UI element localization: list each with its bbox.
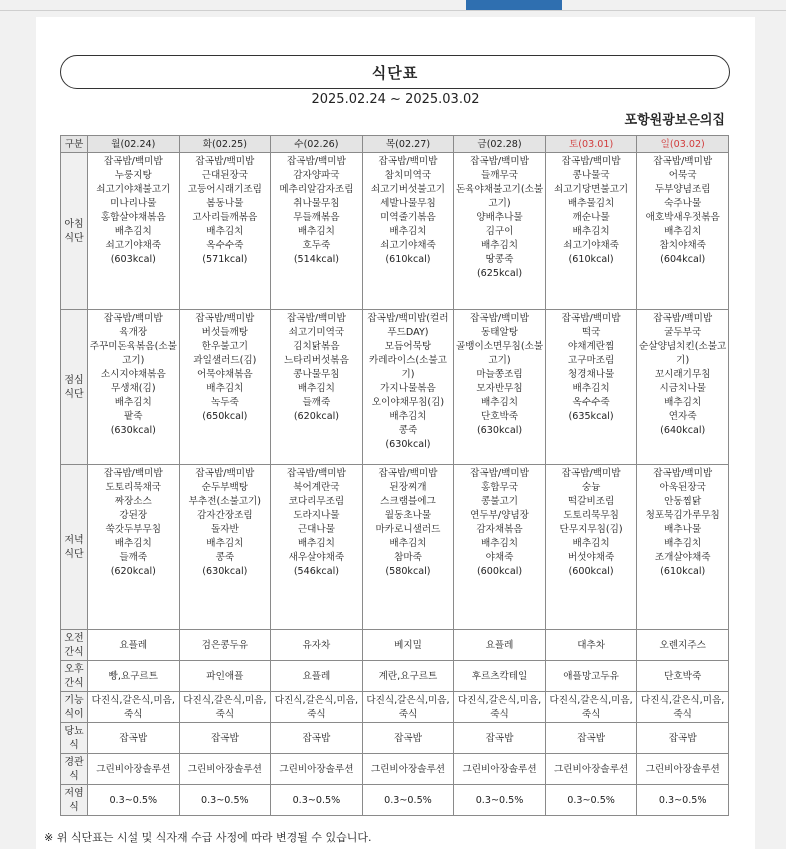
low_salt-cell: 0.3~0.5%	[179, 785, 271, 816]
diabetic-cell: 잡곡밥	[637, 723, 729, 754]
day-header: 목(02.27)	[362, 136, 454, 153]
menu-item: 골뱅이소면무침(소불고기)	[455, 341, 544, 366]
tube-cell: 그린비아장솔루션	[362, 754, 454, 785]
menu-item: 잡곡밥/백미밥	[653, 156, 713, 167]
calorie-value: (630kcal)	[202, 566, 248, 577]
menu-item: 부추전(소불고기)	[188, 496, 262, 507]
calorie-value: (600kcal)	[568, 566, 614, 577]
calorie-value: (514kcal)	[293, 254, 339, 265]
calorie-value: (610kcal)	[568, 254, 614, 265]
menu-item: 감자양파국	[293, 170, 340, 181]
menu-item: 연자죽	[668, 411, 697, 422]
menu-item: 세발나물무침	[380, 198, 436, 209]
menu-item: 들깨죽	[119, 552, 148, 563]
menu-item: 배추김치	[389, 411, 427, 422]
menu-item: 도토리묵무침	[563, 510, 619, 521]
menu-item: 옥수수죽	[572, 397, 610, 408]
functional-cell: 다진식,갈은식,미음,죽식	[271, 692, 363, 723]
menu-cell	[362, 310, 454, 465]
pm_snack-row	[61, 661, 729, 692]
menu-item: 과일샐러드(김)	[193, 355, 257, 366]
menu-item: 월동초나물	[384, 510, 432, 521]
calorie-value: (604kcal)	[660, 254, 706, 265]
day-header: 월(02.24)	[88, 136, 180, 153]
menu-item: 모듬어묵탕	[384, 341, 432, 352]
menu-item: 무생채(김)	[111, 383, 156, 394]
tube-cell: 그린비아장솔루션	[545, 754, 637, 785]
menu-item: 콩나물무침	[293, 369, 340, 380]
low_salt-cell: 0.3~0.5%	[362, 785, 454, 816]
menu-item: 고구마조림	[567, 355, 615, 366]
am_snack-cell: 유자차	[271, 630, 363, 661]
menu-item: 배추김치	[572, 538, 610, 549]
menu-item: 콩죽	[398, 425, 418, 436]
calorie-value: (603kcal)	[110, 254, 156, 265]
menu-item: 배추김치	[664, 226, 702, 237]
menu-item: 애호박새우젓볶음	[645, 212, 720, 223]
menu-item: 배추김치	[389, 226, 427, 237]
row-label: 저염 식	[61, 785, 88, 816]
pm_snack-cell: 요플레	[271, 661, 363, 692]
menu-item: 쑥갓두부무침	[105, 524, 162, 535]
menu-item: 모자반무침	[476, 383, 523, 394]
functional-cell: 다진식,갈은식,미음,죽식	[454, 692, 546, 723]
menu-item: 아욱된장국	[659, 482, 706, 493]
diabetic-row	[61, 723, 729, 754]
menu-item: 가지나물볶음	[380, 383, 436, 394]
menu-item: 배추김치	[664, 538, 702, 549]
menu-item: 근대나물	[297, 524, 335, 535]
menu-item: 느타리버섯볶음	[283, 355, 349, 366]
menu-item: 배추김치	[114, 538, 152, 549]
menu-cell	[637, 465, 729, 630]
row-label: 오전 간식	[61, 630, 88, 661]
menu-item: 육개장	[119, 327, 148, 338]
menu-item: 배추김치	[480, 240, 519, 251]
menu-item: 단호박죽	[480, 411, 519, 422]
title-box	[60, 55, 730, 89]
row-label: 오후 간식	[61, 661, 88, 692]
menu-item: 새우살야채죽	[288, 552, 345, 563]
menu-item: 배추김치	[572, 383, 610, 394]
menu-item: 잡곡밥/백미밥	[470, 156, 529, 167]
menu-item: 배추김치	[664, 397, 702, 408]
menu-item: 잡곡밥/백미밥	[103, 313, 163, 324]
menu-item: 시금치나물	[659, 383, 706, 394]
menu-item: 깨순나물	[572, 212, 610, 223]
menu-item: 잡곡밥/백미밥	[195, 156, 255, 167]
menu-item: 미나리나물	[110, 198, 157, 209]
menu-item: 잡곡밥/백미밥	[653, 313, 713, 324]
calorie-value: (630kcal)	[110, 425, 156, 436]
calorie-value: (620kcal)	[293, 411, 339, 422]
menu-item: 잡곡밥/백미밥	[286, 156, 346, 167]
menu-item: 순살양념치킨(소불고기)	[639, 341, 727, 366]
menu-item: 쇠고기야채불고기	[96, 184, 171, 195]
functional-cell: 다진식,갈은식,미음,죽식	[362, 692, 454, 723]
am_snack-cell: 검은콩두유	[179, 630, 271, 661]
menu-item: 안동찜닭	[664, 496, 702, 507]
menu-cell	[88, 310, 180, 465]
menu-item: 쇠고기미역국	[288, 327, 345, 338]
functional-row	[61, 692, 729, 723]
functional-cell: 다진식,갈은식,미음,죽식	[545, 692, 637, 723]
calorie-value: (650kcal)	[202, 411, 248, 422]
menu-item: 배추김치	[206, 226, 244, 237]
menu-item: 봄동나물	[206, 198, 244, 209]
calorie-value: (625kcal)	[476, 268, 523, 279]
am_snack-cell: 대추차	[545, 630, 637, 661]
menu-item: 오이야채무침(김)	[371, 397, 445, 408]
day-header: 화(02.25)	[179, 136, 271, 153]
header-row	[61, 136, 729, 153]
viewer-tab-indicator[interactable]	[466, 0, 562, 10]
menu-item: 미역줄기볶음	[380, 212, 436, 223]
row-label: 저녁 식단	[61, 465, 88, 630]
calorie-value: (630kcal)	[476, 425, 523, 436]
menu-item: 된장찌개	[389, 482, 427, 493]
diabetic-cell: 잡곡밥	[454, 723, 546, 754]
diabetic-cell: 잡곡밥	[545, 723, 637, 754]
menu-item: 녹두죽	[210, 397, 239, 408]
menu-cell	[362, 153, 454, 310]
calorie-value: (640kcal)	[660, 425, 706, 436]
menu-item: 마늘쫑조림	[476, 369, 523, 380]
menu-item: 잡곡밥/백미밥	[378, 468, 438, 479]
menu-cell	[637, 310, 729, 465]
menu-cell	[179, 310, 271, 465]
menu-item: 청포묵김가루무침	[645, 510, 720, 521]
tube-cell: 그린비아장솔루션	[637, 754, 729, 785]
menu-document	[36, 17, 755, 849]
am_snack-cell: 오렌지주스	[637, 630, 729, 661]
low_salt-cell: 0.3~0.5%	[545, 785, 637, 816]
menu-item: 들깨무국	[480, 170, 519, 181]
menu-item: 조개살야채죽	[654, 552, 711, 563]
menu-item: 숙주나물	[664, 198, 702, 209]
diabetic-cell: 잡곡밥	[271, 723, 363, 754]
menu-item: 무들깨볶음	[293, 212, 340, 223]
tube-cell: 그린비아장솔루션	[179, 754, 271, 785]
functional-cell: 다진식,갈은식,미음,죽식	[637, 692, 729, 723]
calorie-value: (580kcal)	[385, 566, 431, 577]
menu-item: 팥죽	[124, 411, 143, 422]
menu-item: 청경채나물	[567, 369, 615, 380]
menu-cell	[545, 310, 637, 465]
menu-table	[60, 135, 729, 816]
menu-item: 야채죽	[485, 552, 514, 563]
menu-item: 버섯야채죽	[567, 552, 615, 563]
calorie-value: (620kcal)	[110, 566, 156, 577]
low_salt-cell: 0.3~0.5%	[637, 785, 729, 816]
calorie-value: (630kcal)	[385, 439, 431, 450]
calorie-value: (635kcal)	[568, 411, 614, 422]
menu-item: 배추김치	[297, 538, 335, 549]
menu-item: 고등어시래기조림	[187, 184, 262, 195]
menu-item: 감자간장조림	[197, 510, 253, 521]
menu-item: 굴두부국	[664, 327, 702, 338]
menu-item: 단무지무침(김)	[559, 524, 623, 535]
menu-item: 참치미역국	[384, 170, 432, 181]
menu-item: 땅콩죽	[485, 254, 514, 265]
menu-item: 배추물김치	[567, 198, 615, 209]
menu-item: 배추김치	[480, 538, 519, 549]
menu-item: 잡곡밥/백미밥	[561, 468, 621, 479]
menu-item: 잡곡밥/백미밥	[470, 468, 529, 479]
pm_snack-cell: 단호박죽	[637, 661, 729, 692]
menu-item: 누룽지탕	[114, 170, 152, 181]
breakfast-row	[61, 153, 729, 310]
functional-cell: 다진식,갈은식,미음,죽식	[179, 692, 271, 723]
menu-item: 어묵야채볶음	[197, 369, 253, 380]
menu-item: 배추김치	[206, 383, 244, 394]
day-header: 수(02.26)	[271, 136, 363, 153]
low_salt-row	[61, 785, 729, 816]
am_snack-cell: 요플레	[454, 630, 546, 661]
low_salt-cell: 0.3~0.5%	[454, 785, 546, 816]
row-label: 아침 식단	[61, 153, 88, 310]
footnote: ※ 위 식단표는 시설 및 식자재 수급 사정에 따라 변경될 수 있습니다.	[44, 831, 372, 844]
facility-name: 포항원광보은의집	[624, 113, 725, 128]
menu-cell	[454, 310, 546, 465]
menu-item: 돈육야채불고기(소불고기)	[455, 184, 544, 209]
menu-item: 들깨죽	[302, 397, 331, 408]
day-header-weekend: 토(03.01)	[545, 136, 637, 153]
menu-item: 숭늉	[581, 482, 601, 493]
menu-cell	[362, 465, 454, 630]
menu-item: 잡곡밥/백미밥	[286, 468, 346, 479]
menu-item: 떡갈비조림	[567, 496, 615, 507]
menu-item: 잡곡밥/백미밥	[195, 468, 255, 479]
menu-item: 떡국	[581, 327, 601, 338]
tube-cell: 그린비아장솔루션	[454, 754, 546, 785]
menu-item: 콩죽	[215, 552, 235, 563]
menu-item: 짜장소스	[114, 496, 152, 507]
menu-item: 순두부백탕	[201, 482, 249, 493]
menu-item: 코다리무조림	[288, 496, 345, 507]
calorie-value: (610kcal)	[660, 566, 706, 577]
menu-item: 쇠고기야채죽	[380, 240, 436, 251]
functional-cell: 다진식,갈은식,미음,죽식	[88, 692, 180, 723]
menu-cell	[179, 153, 271, 310]
menu-item: 연두부/양념장	[470, 510, 529, 521]
menu-item: 콩불고기	[480, 496, 519, 507]
menu-item: 스크램블에그	[380, 496, 436, 507]
menu-cell	[88, 465, 180, 630]
document-title: 식단표	[371, 63, 419, 82]
menu-item: 도토리묵채국	[105, 482, 162, 493]
menu-item: 잡곡밥/백미밥	[378, 156, 438, 167]
day-header: 금(02.28)	[454, 136, 546, 153]
menu-item: 잡곡밥/백미밥	[103, 156, 163, 167]
menu-item: 쇠고기야채죽	[105, 240, 162, 251]
calorie-value: (571kcal)	[202, 254, 248, 265]
menu-cell	[179, 465, 271, 630]
menu-cell	[454, 465, 546, 630]
menu-item: 한우불고기	[201, 341, 249, 352]
row-label: 경관 식	[61, 754, 88, 785]
menu-item: 배추김치	[114, 226, 152, 237]
pm_snack-cell: 애플망고두유	[545, 661, 637, 692]
day-header-weekend: 일(03.02)	[637, 136, 729, 153]
pm_snack-cell: 빵,요구르트	[88, 661, 180, 692]
menu-item: 옥수수죽	[206, 240, 244, 251]
menu-item: 소시지야채볶음	[100, 369, 166, 380]
diabetic-cell: 잡곡밥	[179, 723, 271, 754]
low_salt-cell: 0.3~0.5%	[88, 785, 180, 816]
menu-item: 쇠고기야채죽	[563, 240, 619, 251]
lunch-row	[61, 310, 729, 465]
row-label: 당뇨 식	[61, 723, 88, 754]
menu-item: 참마죽	[394, 552, 422, 563]
menu-item: 배추김치	[206, 538, 244, 549]
menu-item: 마카로니샐러드	[375, 524, 441, 535]
menu-cell	[88, 153, 180, 310]
pm_snack-cell: 계란,요구르트	[362, 661, 454, 692]
menu-item: 강된장	[119, 510, 148, 521]
menu-item: 두부양념조림	[654, 184, 711, 195]
menu-item: 잡곡밥/백미밥	[561, 313, 621, 324]
menu-item: 취나물무침	[293, 198, 340, 209]
menu-item: 잡곡밥/백미밥	[561, 156, 621, 167]
menu-cell	[545, 465, 637, 630]
menu-item: 홍합살야채볶음	[100, 212, 166, 223]
menu-item: 쇠고기버섯불고기	[370, 184, 446, 195]
diabetic-cell: 잡곡밥	[88, 723, 180, 754]
menu-item: 돌자반	[210, 524, 239, 535]
menu-item: 버섯들깨탕	[201, 327, 249, 338]
menu-item: 양배추나물	[476, 212, 523, 223]
menu-item: 배추김치	[114, 397, 152, 408]
menu-item: 어묵국	[668, 170, 697, 181]
menu-cell	[637, 153, 729, 310]
menu-item: 야채계란찜	[567, 341, 615, 352]
menu-cell	[271, 153, 363, 310]
menu-item: 고사리들깨볶음	[192, 212, 258, 223]
dinner-row	[61, 465, 729, 630]
menu-item: 잡곡밥/백미밥	[470, 313, 529, 324]
menu-item: 참치야채죽	[659, 240, 706, 251]
menu-item: 콩나물국	[572, 170, 610, 181]
menu-item: 카레라이스(소불고기)	[369, 355, 447, 380]
am_snack-cell: 베지밀	[362, 630, 454, 661]
menu-cell	[545, 153, 637, 310]
am_snack-cell: 요플레	[88, 630, 180, 661]
menu-item: 감자채볶음	[476, 524, 523, 535]
menu-item: 메추리알감자조림	[279, 184, 354, 195]
menu-item: 주꾸미돈육볶음(소불고기)	[89, 341, 177, 366]
am_snack-row	[61, 630, 729, 661]
menu-item: 배추김치	[480, 397, 519, 408]
menu-item: 잡곡밥/백미밥	[103, 468, 163, 479]
menu-cell	[271, 310, 363, 465]
menu-item: 잡곡밥/백미밥	[195, 313, 255, 324]
menu-item: 김치닭볶음	[293, 341, 340, 352]
menu-item: 잡곡밥/백미밥	[286, 313, 346, 324]
menu-item: 배추김치	[389, 538, 427, 549]
menu-item: 꼬시래기무침	[654, 369, 711, 380]
menu-item: 배추김치	[572, 226, 610, 237]
menu-cell	[454, 153, 546, 310]
row-label: 점심 식단	[61, 310, 88, 465]
diabetic-cell: 잡곡밥	[362, 723, 454, 754]
tube-row	[61, 754, 729, 785]
tube-cell: 그린비아장솔루션	[88, 754, 180, 785]
pm_snack-cell: 후르츠칵테일	[454, 661, 546, 692]
viewer-top-rule	[0, 10, 786, 11]
menu-item: 배추나물	[664, 524, 702, 535]
header-label: 구분	[61, 136, 88, 153]
menu-item: 홍합무국	[480, 482, 519, 493]
menu-item: 호두죽	[302, 240, 331, 251]
date-range: 2025.02.24 ~ 2025.03.02	[311, 92, 480, 107]
tube-cell: 그린비아장솔루션	[271, 754, 363, 785]
calorie-value: (610kcal)	[385, 254, 431, 265]
menu-item: 동태알탕	[480, 327, 519, 338]
menu-item: 쇠고기당면불고기	[554, 184, 629, 195]
low_salt-cell: 0.3~0.5%	[271, 785, 363, 816]
menu-item: 배추김치	[297, 383, 335, 394]
menu-item: 김구이	[485, 226, 514, 237]
menu-item: 도라지나물	[293, 510, 340, 521]
menu-item: 근대된장국	[201, 170, 249, 181]
calorie-value: (600kcal)	[476, 566, 523, 577]
menu-item: 잡곡밥/백미밥(컬러푸드DAY)	[367, 313, 449, 338]
pm_snack-cell: 파인애플	[179, 661, 271, 692]
calorie-value: (546kcal)	[293, 566, 339, 577]
menu-item: 잡곡밥/백미밥	[653, 468, 713, 479]
menu-item: 북어계란국	[293, 482, 340, 493]
menu-cell	[271, 465, 363, 630]
menu-item: 배추김치	[297, 226, 335, 237]
row-label: 기능 식이	[61, 692, 88, 723]
